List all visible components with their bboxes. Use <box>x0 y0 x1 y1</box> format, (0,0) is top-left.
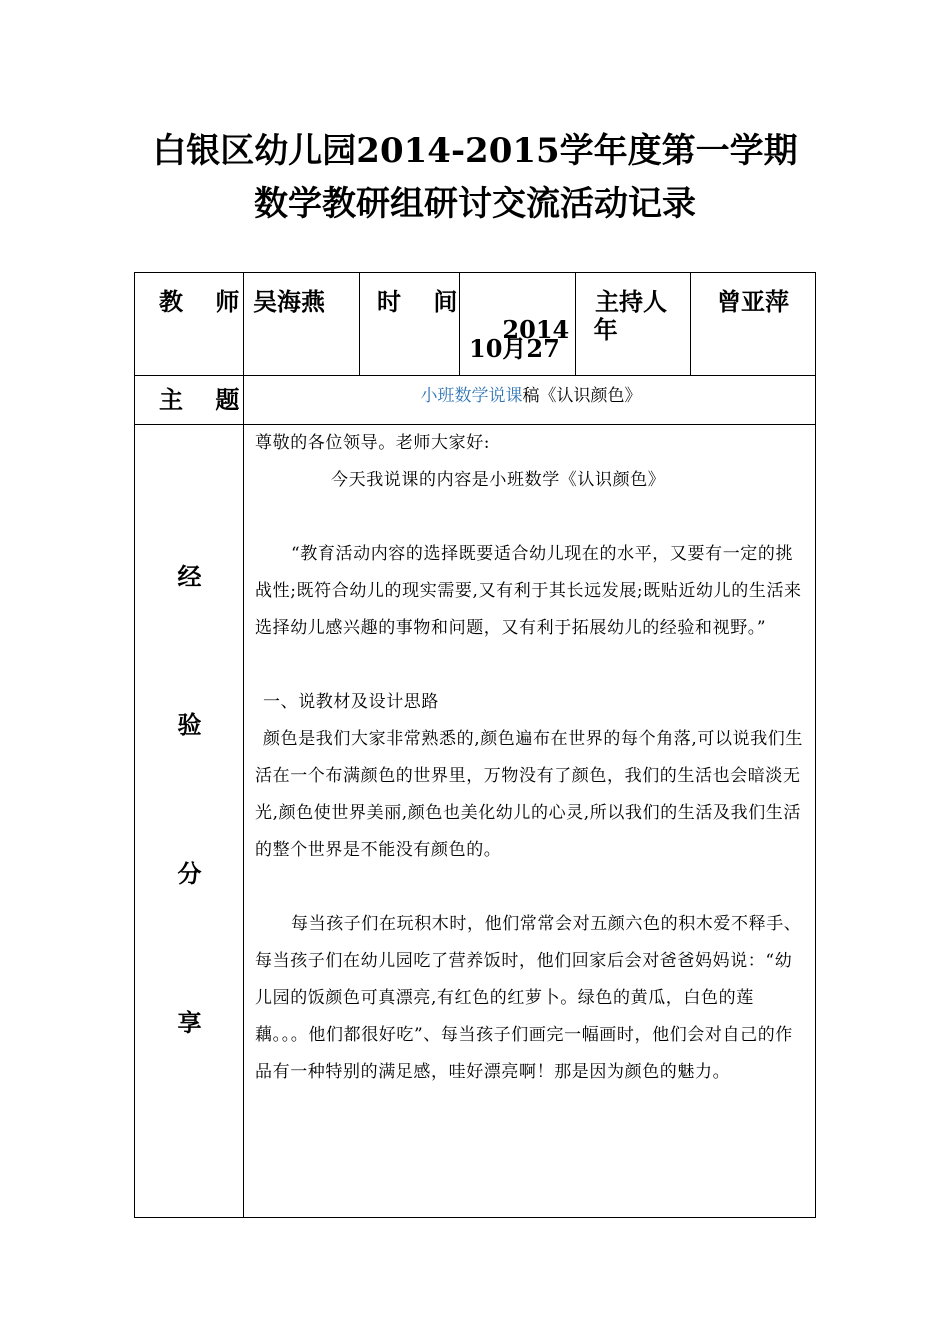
document-title-line2: 数学教研组研讨交流活动记录 <box>254 184 696 224</box>
subject-label: 主 题 <box>159 385 252 414</box>
teacher-name: 吴海燕 <box>253 287 325 316</box>
col-divider-2 <box>359 273 360 375</box>
side-char-1: 经 <box>177 562 202 591</box>
intro: 今天我说课的内容是小班数学《认识颜色》 <box>331 470 666 490</box>
section1-heading: 一、说教材及设计思路 <box>263 692 439 712</box>
experience-content <box>255 425 807 1091</box>
paragraph-1: 颜色是我们大家非常熟悉的,颜色遍布在世界的每个角落,可以说我们生活在一个布满颜色的世界里，万物没有了颜色，我们的生活也会暗淡无光,颜色使世界美丽,颜色也美化幼儿的心灵,所以我们的生活及我们生活的整个世界是不能没有颜色的。 <box>255 729 804 860</box>
row-divider-1 <box>135 375 815 376</box>
document-title-line1: 白银区幼儿园2014-2015学年度第一学期 <box>152 131 798 171</box>
side-char-2: 验 <box>177 710 202 739</box>
teacher-label: 教 师 <box>159 287 252 316</box>
record-table <box>134 272 816 1218</box>
side-char-4: 享 <box>177 1008 202 1037</box>
side-char-3: 分 <box>177 859 202 888</box>
subject-link[interactable]: 小班数学说课 <box>420 386 523 406</box>
subject-rest: 稿《认识颜色》 <box>522 386 642 406</box>
greeting: 尊敬的各位领导。老师大家好: <box>255 433 491 453</box>
subject-value <box>245 384 817 408</box>
paragraph-2: 每当孩子们在玩积木时，他们常常会对五颜六色的积木爱不释手、每当孩子们在幼儿园吃了营养饭时，他们回家后会对爸爸妈妈说：“幼儿园的饭颜色可真漂亮,有红色的红萝卜。绿色的黄瓜，白色的莲藕。。。他们都很好吃”、每当孩子们画完一幅画时，他们会对自己的作品有一种特别的满足感，哇好漂亮啊！那是因为颜色的魅力。 <box>255 914 802 1082</box>
quote-paragraph: “教育活动内容的选择既要适合幼儿现在的水平，又要有一定的挑战性;既符合幼儿的现实需要,又有利于其长远发展;既贴近幼儿的生活来选择幼儿感兴趣的事物和问题，又有利于拓展幼儿的经验和视野。” <box>255 544 802 638</box>
col-divider-label <box>243 273 244 1217</box>
date-line2: 10月27 <box>469 334 560 363</box>
date-line1: 2014 年 <box>502 315 618 344</box>
host-label: 主持人 <box>595 287 667 316</box>
time-label: 时 间 <box>377 287 470 316</box>
host-name: 曾亚萍 <box>717 287 789 316</box>
col-divider-5 <box>690 273 691 375</box>
